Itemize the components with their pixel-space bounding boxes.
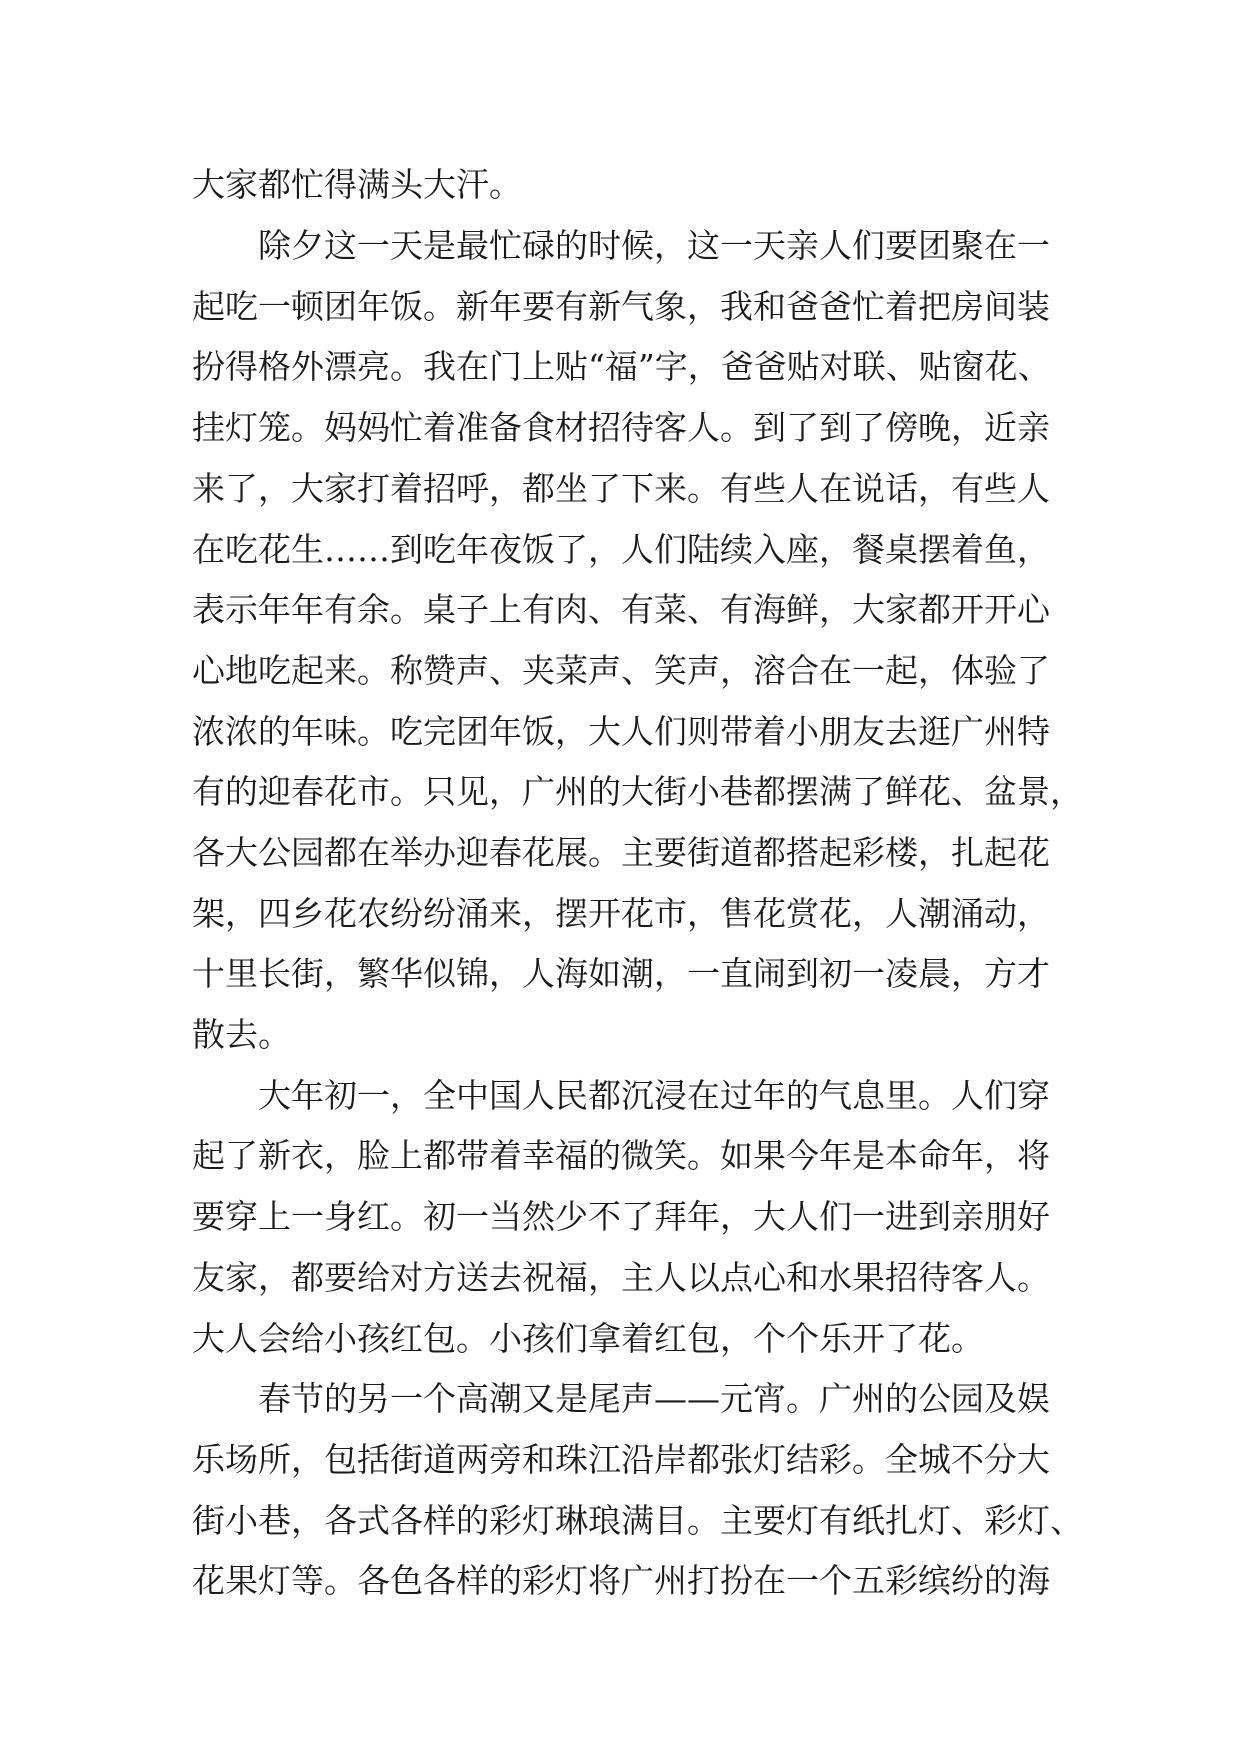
text-line: 散去。 (192, 1015, 291, 1054)
text-line: 起了新衣，脸上都带着幸福的微笑。如果今年是本命年，将 (192, 1136, 1050, 1175)
paragraph-first-line: 大年初一，全中国人民都沉浸在过年的气息里。人们穿 (258, 1076, 1050, 1115)
text-line: 大家都忙得满头大汗。 (192, 165, 522, 204)
paragraph-first-line: 春节的另一个高潮又是尾声——元宵。广州的公园及娱 (258, 1379, 1050, 1418)
text-line: 来了，大家打着招呼，都坐了下来。有些人在说话，有些人 (192, 469, 1050, 508)
text-line: 有的迎春花市。只见，广州的大街小巷都摆满了鲜花、盆景， (192, 772, 1083, 811)
text-line: 十里长街，繁华似锦，人海如潮，一直闹到初一凌晨，方才 (192, 954, 1050, 993)
text-line: 浓浓的年味。吃完团年饭，大人们则带着小朋友去逛广州特 (192, 712, 1050, 751)
text-line: 花果灯等。各色各样的彩灯将广州打扮在一个五彩缤纷的海 (192, 1561, 1050, 1600)
text-line: 街小巷，各式各样的彩灯琳琅满目。主要灯有纸扎灯、彩灯、 (192, 1501, 1083, 1540)
text-line: 友家，都要给对方送去祝福，主人以点心和水果招待客人。 (192, 1258, 1050, 1297)
text-line: 扮得格外漂亮。我在门上贴“福”字，爸爸贴对联、贴窗花、 (192, 347, 1051, 386)
text-line: 在吃花生……到吃年夜饭了，人们陆续入座，餐桌摆着鱼， (192, 530, 1050, 569)
text-line: 大人会给小孩红包。小孩们拿着红包，个个乐开了花。 (192, 1319, 984, 1358)
text-line: 心地吃起来。称赞声、夹菜声、笑声，溶合在一起，体验了 (192, 651, 1050, 690)
text-line: 起吃一顿团年饭。新年要有新气象，我和爸爸忙着把房间装 (192, 287, 1050, 326)
text-line: 表示年年有余。桌子上有肉、有菜、有海鲜，大家都开开心 (192, 590, 1050, 629)
text-line: 架，四乡花农纷纷涌来，摆开花市，售花赏花，人潮涌动， (192, 894, 1050, 933)
text-line: 要穿上一身红。初一当然少不了拜年，大人们一进到亲朋好 (192, 1197, 1050, 1236)
paragraph-first-line: 除夕这一天是最忙碌的时候，这一天亲人们要团聚在一 (258, 226, 1050, 265)
text-line: 各大公园都在举办迎春花展。主要街道都搭起彩楼，扎起花 (192, 833, 1050, 872)
text-line: 挂灯笼。妈妈忙着准备食材招待客人。到了到了傍晚，近亲 (192, 408, 1050, 447)
text-line: 乐场所，包括街道两旁和珠江沿岸都张灯结彩。全城不分大 (192, 1440, 1050, 1479)
